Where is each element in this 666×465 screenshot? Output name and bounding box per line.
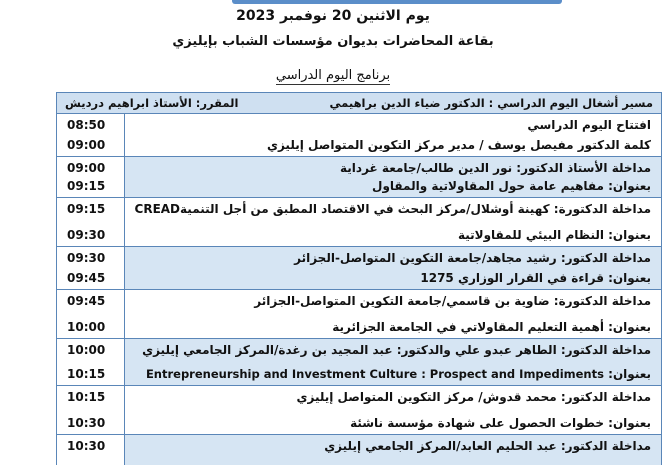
session-cell: [125, 386, 661, 434]
schedule-table: [56, 92, 662, 465]
session-topic: بعنوان: أهمية التعليم المقاولاتي في الجامعة الجزائرية: [332, 320, 651, 334]
session-speaker: مداخلة الدكتور: محمد قدوش/ مركز التكوين المتواصل إيليزي: [296, 390, 651, 404]
end-time: 09:15: [67, 179, 106, 193]
session-speaker: مداخلة الدكتور: الطاهر عبدو علي والدكتور: عبد المجيد بن رغدة/المركز الجامعي إيليزي: [142, 343, 651, 357]
session-cell: [125, 435, 661, 465]
session-speaker: مداخلة الدكتور: رشيد مجاهد/جامعة التكوين المتواصل-الجزائر: [294, 251, 651, 265]
start-time: 10:30: [67, 439, 106, 453]
event-venue: بقاعة المحاضرات بديوان مؤسسات الشباب بإيليزي: [172, 34, 494, 49]
session-topic: بعنوان: خطوات الحصول على شهادة مؤسسة ناشئة: [350, 416, 651, 430]
session-cell: [125, 339, 661, 385]
moderator-label: مسير أشغال اليوم الدراسي : الدكتور ضياء الدين براهيمي: [329, 96, 653, 110]
end-time: 10:30: [67, 416, 106, 430]
start-time: 09:45: [67, 294, 106, 308]
time-cell: [57, 157, 125, 197]
top-decoration-bar: [232, 0, 562, 4]
start-time: 10:15: [67, 390, 106, 404]
end-time: 10:00: [67, 320, 106, 334]
session-speaker: مداخلة الدكتورة: كهينة أوشلال/مركز البحث في الاقتصاد المطبق من أجل التنميةCREAD: [134, 202, 651, 216]
time-cell: [57, 198, 125, 246]
schedule-row: [57, 197, 661, 246]
schedule-row: [57, 434, 661, 465]
session-subtitle: كلمة الدكتور مفيصل يوسف / مدير مركز التكوين المتواصل إيليزي: [266, 138, 651, 152]
time-cell: [57, 247, 125, 289]
session-topic: بعنوان: مفاهيم عامة حول المقاولاتية والمقاول: [372, 179, 651, 193]
schedule-row: [57, 385, 661, 434]
schedule-row: [57, 289, 661, 338]
program-title: برنامج اليوم الدراسي: [275, 68, 391, 83]
time-cell: [57, 435, 125, 465]
session-cell: [125, 290, 661, 338]
session-topic: [131, 367, 651, 381]
event-date: يوم الاثنين 20 نوفمبر 2023: [236, 8, 430, 24]
rapporteur-label: المقرر: الأستاذ ابراهيم درديش: [65, 96, 239, 110]
start-time: 08:50: [67, 118, 106, 132]
session-speaker: مداخلة الأستاذ الدكتور: نور الدين طالب/جامعة غرداية: [340, 161, 651, 175]
session-cell: [125, 247, 661, 289]
end-time: 09:30: [67, 228, 106, 242]
session-speaker: مداخلة الدكتور: عبد الحليم العابد/المركز الجامعي إيليزي: [324, 439, 651, 453]
time-cell: [57, 290, 125, 338]
end-time: 09:00: [67, 138, 106, 152]
session-cell: [125, 114, 661, 156]
time-cell: [57, 114, 125, 156]
session-speaker: مداخلة الدكتورة: ضاوية بن قاسمي/جامعة التكوين المتواصل-الجزائر: [254, 294, 651, 308]
time-cell: [57, 339, 125, 385]
schedule-row: [57, 156, 661, 197]
schedule-row: [57, 113, 661, 156]
session-cell: [125, 157, 661, 197]
start-time: 09:00: [67, 161, 106, 175]
topic-prefix: بعنوان:: [608, 367, 651, 381]
session-topic: بعنوان: قراءة في القرار الوزاري 1275: [420, 271, 651, 285]
session-topic: بعنوان: النظام البيئي للمقاولاتية: [457, 228, 651, 242]
start-time: 09:30: [67, 251, 106, 265]
schedule-row: [57, 246, 661, 289]
time-cell: [57, 386, 125, 434]
start-time: 10:00: [67, 343, 106, 357]
end-time: 09:45: [67, 271, 106, 285]
session-title: افتتاح اليوم الدراسي: [527, 118, 651, 132]
schedule-row: [57, 338, 661, 385]
topic-latin-title: Entrepreneurship and Investment Culture : Prospect and Impediments: [145, 367, 604, 381]
start-time: 09:15: [67, 202, 106, 216]
schedule-header-row: [57, 93, 661, 113]
program-title-wrap: [0, 68, 666, 83]
session-cell: [125, 198, 661, 246]
end-time: 10:15: [67, 367, 106, 381]
